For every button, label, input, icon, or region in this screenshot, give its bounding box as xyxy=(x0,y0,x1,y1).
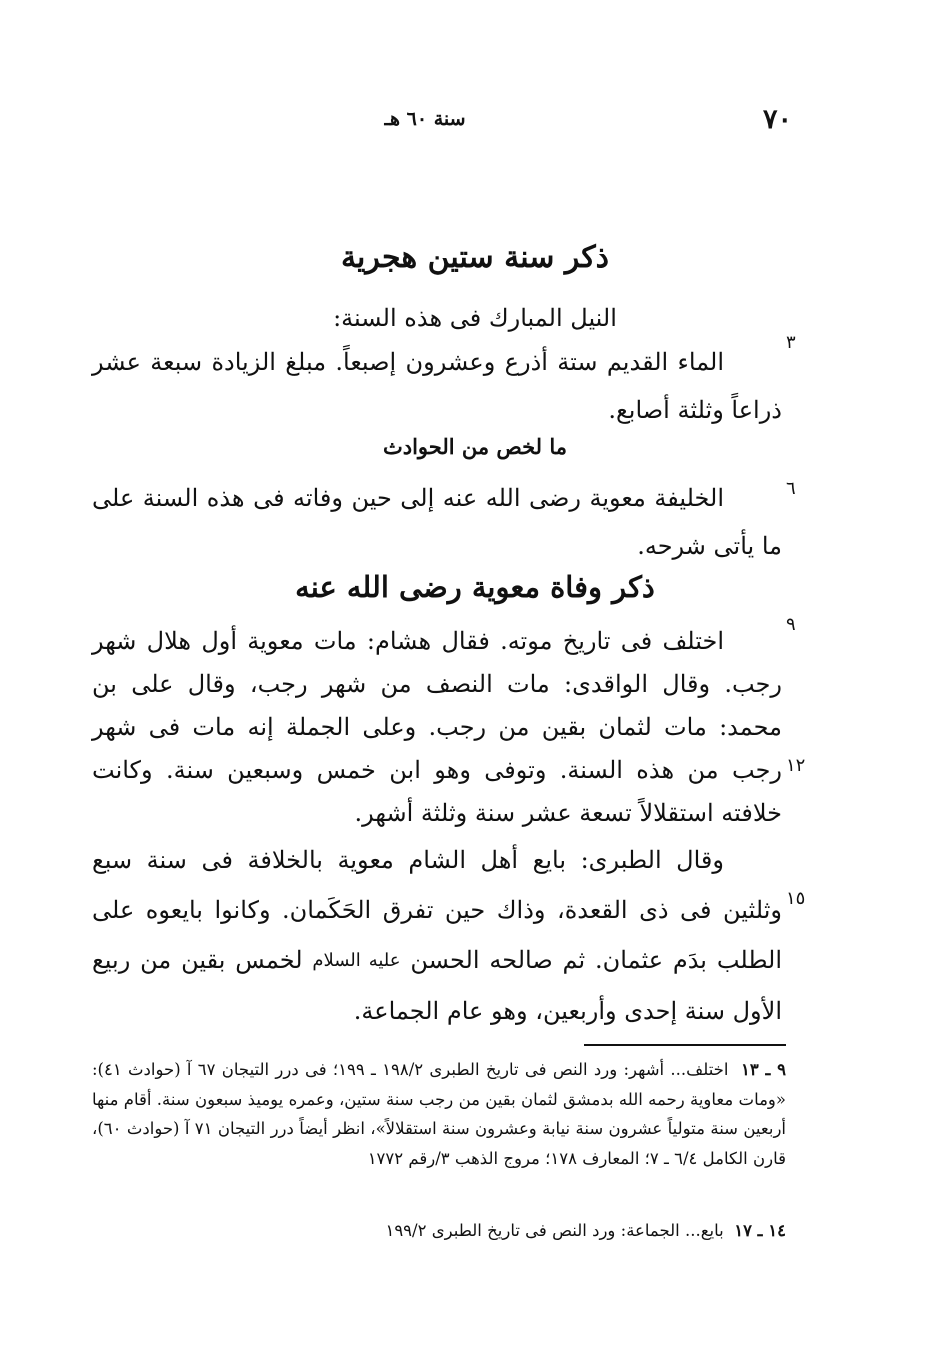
margin-line-number: ١٥ xyxy=(786,888,806,909)
nile-label: النيل المبارك فى هذه السنة: xyxy=(333,304,617,332)
margin-line-number: ٦ xyxy=(786,478,796,499)
margin-line-number: ٩ xyxy=(786,614,796,635)
footnote-text: بايع... الجماعة: ورد النص فى تاريخ الطبرى ١٩٩/٢ xyxy=(385,1221,724,1240)
footnote-rule xyxy=(584,1044,786,1046)
body-paragraph-2 xyxy=(92,835,782,1036)
margin-line-number: ١٢ xyxy=(786,755,806,776)
footnote-1 xyxy=(92,1055,786,1173)
events-subheading: ما لخص من الحوادث xyxy=(382,434,568,459)
page-number: ٧٠ xyxy=(762,104,792,135)
events-paragraph: الخليفة معوية رضى الله عنه إلى حين وفاته فى هذه السنة على ما يأتى شرحه. xyxy=(92,484,782,560)
paragraph-2-before: وقال الطبرى: بايع أهل الشام معوية بالخلافة فى سنة سبع وثلثين فى ذى القعدة، وذاك حين تفرق الحَكَمان. وكانوا بايعوه على الطلب بدَم عثمان. ثم صالحه الحسن xyxy=(92,846,782,974)
body-paragraph-1: اختلف فى تاريخ موته. فقال هشام: مات معوية أول هلال شهر رجب. وقال الواقدى: مات النصف من شهر رجب، وقال على بن محمد: مات لثمان بقين من رجب. وعلى الجملة إنه مات فى شهر رجب من هذه السنة. وتوفى وهو ابن خمس وسبعين سنة. وكانت خلافته استقلالاً تسعة عشر سنة وثلثة أشهر. xyxy=(92,627,783,827)
nile-paragraph: الماء القديم ستة أذرع وعشرون إصبعاً. مبلغ الزيادة سبعة عشر ذراعاً وثلثة أصابع. xyxy=(92,348,782,424)
paragraph-2-after: لخمس بقين من ربيع الأول سنة إحدى وأربعين، وهو عام الجماعة. xyxy=(92,946,782,1025)
section-heading-death: ذكر وفاة معوية رضى الله عنه xyxy=(295,570,655,604)
footnote-ref: ٩ ـ ١٣ xyxy=(741,1060,786,1079)
footnote-ref: ١٤ ـ ١٧ xyxy=(734,1221,786,1240)
honorific-mark: عليه السلام xyxy=(312,950,401,971)
running-head: سنة ٦٠ هـ xyxy=(384,108,466,130)
footnote-text: اختلف... أشهر: ورد النص فى تاريخ الطبرى ١٩٨/٢ ـ ١٩٩؛ فى درر التيجان ٦٧ آ (حوادث ٤١): «ومات معاوية رحمه الله بدمشق لثمان بقين من رجب سنة ستين، وعمره يوميذ سبعون سنة. أقام منها أربعين سنة متولياً عشرون سنة نيابة وعشرون سنة استقلالاً»، انظر أيضاً درر التيجان ٧١ آ (حوادث ٦٠)، قارن الكامل ٦/٤ ـ ٧؛ المعارف ١٧٨؛ مروج الذهب ٣/رقم ١٧٧٢ xyxy=(92,1060,786,1168)
section-heading-year: ذكر سنة ستين هجرية xyxy=(340,240,610,275)
margin-line-number: ٣ xyxy=(786,332,796,353)
footnote-2 xyxy=(92,1216,786,1246)
